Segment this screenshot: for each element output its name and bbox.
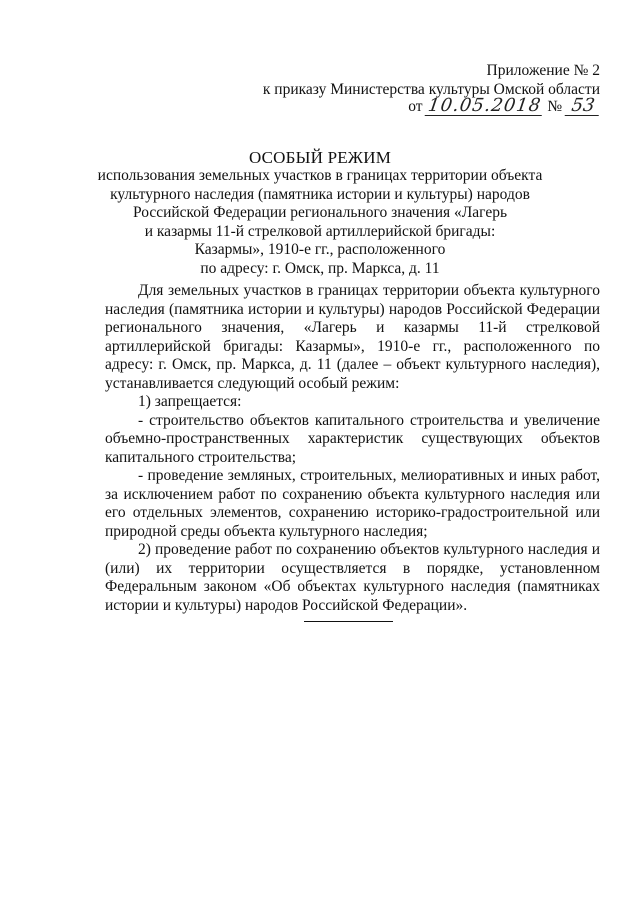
subtitle-line: Казармы», 1910-е гг., расположенного <box>194 241 446 259</box>
prohibition-works: - проведение земляных, строительных, мелиоративных и иных работ, за исключением работ по сохранению объекта культурного наследия или его отдельных элементов, сохранению историко-градостроительной или природной среды объекта культурного наследия; <box>105 467 600 540</box>
document-subtitle <box>90 167 550 279</box>
number-label: № <box>547 98 563 115</box>
item-2-paragraph: 2) проведение работ по сохранению объектов культурного наследия и (или) их территории осуществляется в порядке, установленном Федеральным законом «Об объектах культурного наследия (памятниках истории и культуры) народов Российской Федерации». <box>105 541 600 614</box>
document-title: ОСОБЫЙ РЕЖИМ <box>248 148 392 167</box>
appendix-label: Приложение № 2 <box>486 62 600 79</box>
subtitle-line: по адресу: г. Омск, пр. Маркса, д. 11 <box>200 259 440 277</box>
document-body <box>105 282 600 615</box>
order-reference: к приказу Министерства культуры Омской области <box>262 81 600 98</box>
subtitle-line: культурного наследия (памятника истории и культуры) народов <box>110 185 530 203</box>
closing-divider <box>304 621 393 622</box>
subtitle-line: использования земельных участков в границах территории объекта <box>97 167 543 184</box>
order-date-number <box>408 97 600 116</box>
item-1-heading: 1) запрещается: <box>138 393 242 410</box>
handwritten-number: 53 <box>565 97 602 116</box>
date-prefix: от <box>408 98 423 115</box>
intro-paragraph: Для земельных участков в границах территории объекта культурного наследия (памятника истории и культуры) народов Российской Федерации регионального значения, «Лагерь и казармы 11-й стрелковой артиллерийской бригады: Казармы», 1910-е гг., расположенного по адресу: г. Омск, пр. Маркса, д. 11 (далее – объект культурного наследия), устанавливается следующий особый режим: <box>105 282 600 392</box>
handwritten-date: 10.05.2018 <box>427 95 544 116</box>
subtitle-line: Российской Федерации регионального значения «Лагерь <box>132 204 508 222</box>
subtitle-line: и казармы 11-й стрелковой артиллерийской бригады: <box>144 222 496 240</box>
prohibition-construction: - строительство объектов капитального строительства и увеличение объемно-пространственных характеристик существующих объектов капитального строительства; <box>105 411 600 466</box>
